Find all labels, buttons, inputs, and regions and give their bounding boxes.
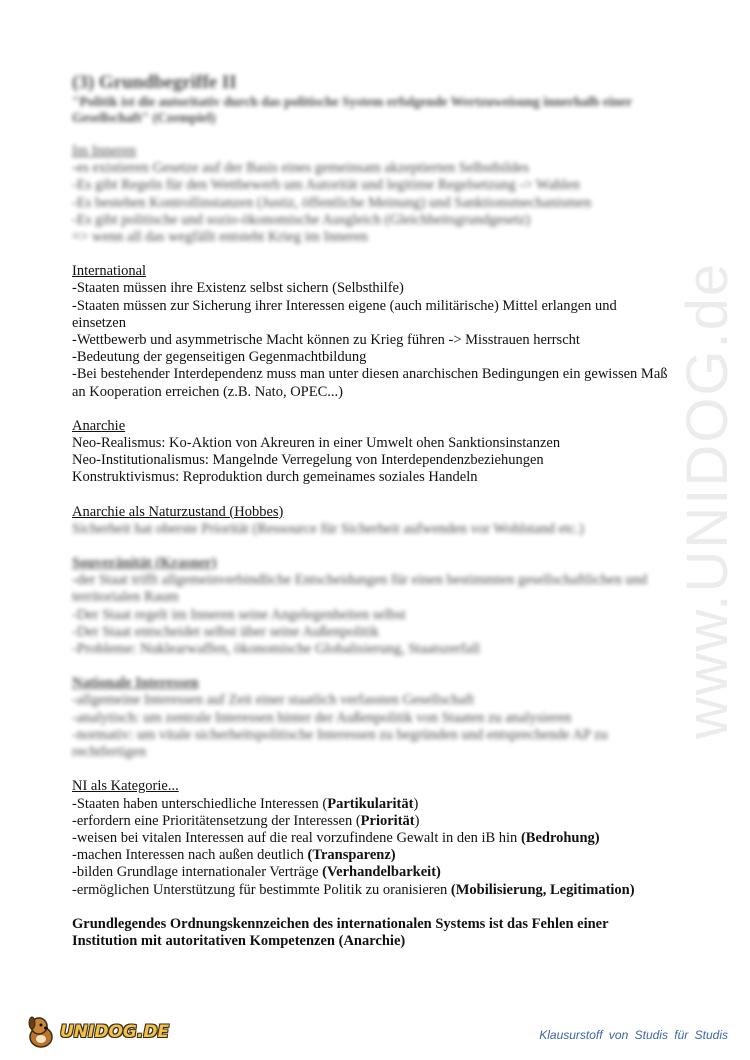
item-text: -weisen bei vitalen Interessen auf die real vorzufindene Gewalt in den iB hin (72, 829, 521, 846)
text-line: -Bedeutung der gegenseitigen Gegenmachtbildung (72, 349, 367, 366)
watermark-text: www.UNIDOG.de (675, 261, 741, 739)
section-naturzustand (72, 504, 672, 538)
text-line: -der Staat trifft allgemeinverbindliche Entscheidungen für einen bestimmten gesellschaftlichen und territorialen Raum (72, 572, 648, 606)
text-line: Konstruktivismus: Reproduktion durch gemeinames soziales Handeln (72, 469, 478, 486)
text-line: -Der Staat regelt im Inneren seine Angelegenheiten selbst (72, 606, 406, 623)
conclusion-text: Grundlegendes Ordnungskennzeichen des internationalen Systems ist das Fehlen einer Institution mit autoritativen Kompetenzen (Anarchie) (72, 915, 609, 949)
section-souveraenitaet (72, 555, 672, 658)
text-line: -es existieren Gesetze auf der Basis eines gemeinsam akzeptierten Selbstbildes (72, 160, 529, 177)
footer-tagline: Klausurstoff von Studis für Studis (539, 1028, 728, 1042)
item-text: -machen Interessen nach außen deutlich (72, 847, 308, 864)
item-keyword: Partikularität (327, 795, 414, 812)
list-item (72, 847, 672, 864)
text-line: -Staaten müssen zur Sicherung ihrer Interessen eigene (auch militärische) Mittel erlangen und einsetzen (72, 297, 617, 331)
item-text: -Staaten haben unterschiedliche Interessen ( (72, 795, 328, 812)
section-heading: Anarchie als Naturzustand (Hobbes) (72, 503, 284, 520)
text-line: -allgemeine Interessen auf Zeit einer staatlich verfassten Gesellschaft (72, 692, 475, 709)
text-line: -Der Staat entscheidet selbst über seine Außenpolitik (72, 623, 379, 640)
section-inneres (72, 143, 672, 246)
list-item (72, 813, 672, 830)
definition-quote: "Politik ist die autoritativ durch das politische System erfolgende Wertzuweisung innerhalb einer Gesellschaft" (Czempiel) (72, 94, 632, 125)
text-line: Neo-Realismus: Ko-Aktion von Akreuren in einer Umwelt ohen Sanktionsinstanzen (72, 435, 561, 452)
text-line: -Staaten müssen ihre Existenz selbst sichern (Selbsthilfe) (72, 280, 404, 297)
list-item (72, 864, 672, 881)
section-heading: International (72, 263, 147, 280)
item-keyword: (Bedrohung) (520, 829, 600, 846)
item-keyword: (Mobilisierung, Legitimation) (450, 881, 635, 898)
page-title: (3) Grundbegriffe II (72, 72, 237, 93)
text-line: => wenn all das wegfällt entsteht Krieg im Inneren (72, 229, 368, 246)
logo-text: UNIDOG.DE (60, 1022, 170, 1042)
text-line: Sicherheit hat oberste Priorität (Ressource für Sicherheit aufwenden vor Wohlstand etc.) (72, 520, 584, 537)
text-line: Neo-Institutionalismus: Mangelnde Verregelung von Interdependenzbeziehungen (72, 452, 544, 469)
section-heading: Souveränität (Krasner) (72, 555, 217, 572)
section-heading: Im Inneren (72, 143, 137, 159)
dog-icon (26, 1015, 56, 1049)
text-line: -analytisch: um zentrale Interessen hinter der Außenpolitik von Staaten zu analysieren (72, 709, 572, 726)
item-text: -bilden Grundlage internationaler Verträge (72, 864, 323, 881)
item-keyword: (Transparenz) (307, 847, 396, 864)
list-item (72, 830, 672, 847)
text-line: -Wettbewerb und asymmetrische Macht können zu Krieg führen -> Misstrauen herrscht (72, 332, 580, 349)
item-text: -erfordern eine Prioritätensetzung der Interessen ( (72, 812, 361, 829)
list-item (72, 796, 672, 813)
text-line: -normativ: um vitale sicherheitspolitische Interessen zu begründen und entsprechende AP zu rechtfertigen (72, 726, 608, 761)
watermark (668, 240, 748, 760)
section-nationale-interessen (72, 675, 672, 761)
text-line: -Es gibt Regeln für den Wettbewerb um Autorität und legitime Regelsetzung -> Wahlen (72, 177, 580, 194)
item-text: -ermöglichen Unterstützung für bestimmte Politik zu oranisieren (72, 881, 451, 898)
item-keyword: (Verhandelbarkeit) (322, 864, 441, 881)
section-heading: Anarchie (72, 417, 126, 434)
section-ni-kategorie (72, 778, 672, 898)
section-anarchie (72, 418, 672, 487)
item-suffix: ) (414, 812, 420, 829)
text-line: -Bei bestehender Interdependenz muss man unter diesen anarchischen Bedingungen ein gewissen Maß an Kooperation erreichen (z.B. Nato, OPEC...) (72, 366, 668, 400)
list-item (72, 882, 672, 899)
text-line: -Es gibt politische und sozio-ökonomische Ausgleich (Gleichheitsgrundgesetz) (72, 211, 531, 228)
section-heading: Nationale Interessen (72, 675, 199, 692)
text-line: -Probleme: Nuklearwaffen, ökonomische Globalisierung, Staatszerfall (72, 641, 481, 658)
section-heading: NI als Kategorie... (72, 778, 179, 795)
item-suffix: ) (413, 795, 419, 812)
unidog-logo[interactable] (26, 1012, 169, 1052)
document-page (72, 72, 672, 950)
item-keyword: Priorität (360, 812, 415, 829)
text-line: -Es bestehen Kontrollinstanzen (Justiz, öffentliche Meinung) und Sanktionsmechanismen (72, 194, 592, 211)
blurred-header (72, 72, 672, 126)
section-international (72, 263, 672, 401)
